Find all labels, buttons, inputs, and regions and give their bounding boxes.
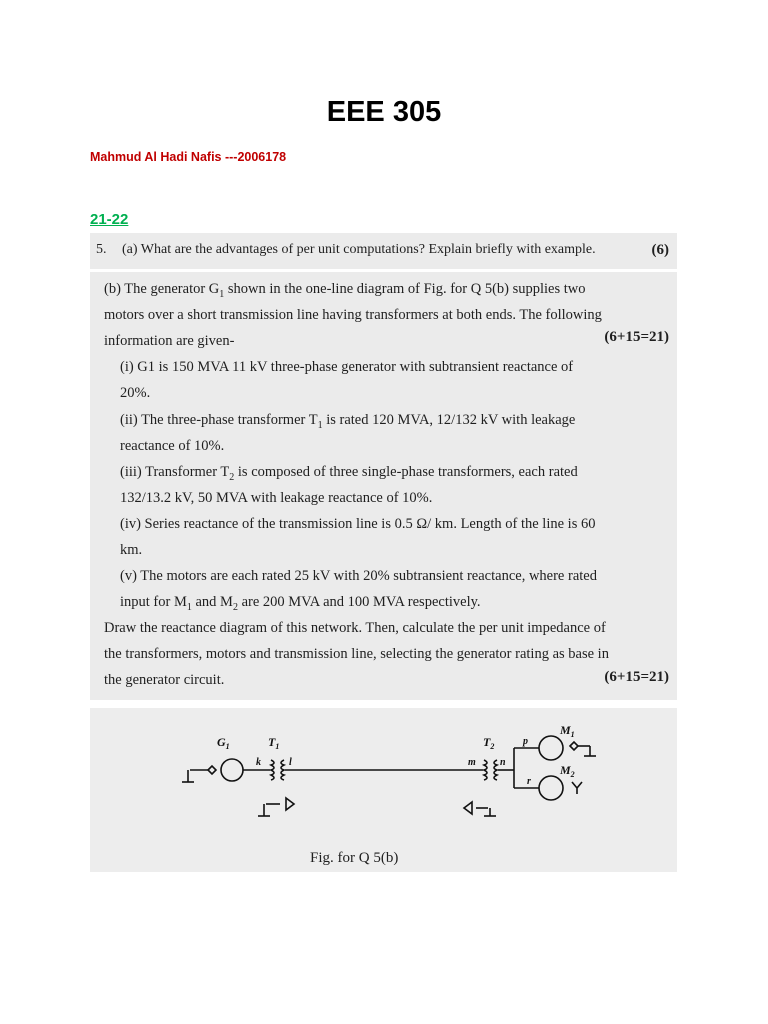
one-line-diagram (90, 708, 677, 872)
question-b-line3: information are given- (104, 333, 235, 349)
author-line: Mahmud Al Hadi Nafis ---2006178 (90, 150, 287, 164)
label-m2: $M_2$ (560, 763, 575, 779)
item-2-line1: (ii) The three-phase transformer $T_1$ is rated 120 MVA, 12/132 kV with leakage (120, 412, 576, 431)
generator-g1-symbol (221, 759, 243, 781)
t2-delta-symbol (464, 802, 472, 814)
item-5-line2: input for $M_1$ and $M_2$ are 200 MVA and 100 MVA respectively. (120, 594, 481, 613)
page-title: EEE 305 (326, 96, 442, 128)
draw-line1: Draw the reactance diagram of this network. Then, calculate the per unit impedance of (104, 620, 606, 636)
item-1-line1: (i) G1 is 150 MVA 11 kV three-phase generator with subtransient reactance of (120, 359, 574, 375)
motor-m1-symbol (539, 736, 563, 760)
question-b-line2: motors over a short transmission line having transformers at both ends. The following (104, 307, 602, 323)
question-b-marks-top: (6+15=21) (604, 329, 669, 345)
diagram-svg (90, 708, 677, 872)
label-l: l (289, 757, 292, 768)
question-number: 5. (96, 242, 107, 257)
question-b-line1: (b) The generator $G_1$ shown in the one-line diagram of Fig. for Q 5(b) supplies two (104, 281, 586, 300)
label-m1: $M_1$ (560, 723, 575, 739)
item-1-line2: 20%. (120, 385, 151, 401)
question-a-scan (90, 233, 677, 269)
label-n: n (500, 757, 506, 768)
motor-m2-symbol (539, 776, 563, 800)
item-5-line1: (v) The motors are each rated 25 kV with 20% subtransient reactance, where rated (120, 568, 597, 584)
item-3-line1: (iii) Transformer $T_2$ is composed of three single-phase transformers, each rated (120, 464, 578, 483)
question-a-text: (a) What are the advantages of per unit computations? Explain briefly with example. (122, 242, 596, 257)
motor-m2-y-symbol (572, 782, 582, 794)
item-4-line1: (iv) Series reactance of the transmission line is 0.5 Ω/ km. Length of the line is 60 (120, 516, 596, 532)
t1-secondary-coil (281, 760, 284, 780)
item-4-line2: km. (120, 542, 143, 558)
question-b-scan (90, 272, 677, 700)
label-r: r (527, 776, 531, 787)
t1-delta-symbol (286, 798, 294, 810)
exam-year: 21-22 (90, 211, 129, 228)
figure-caption: Fig. for Q 5(b) (310, 850, 399, 866)
item-3-line2: 132/13.2 kV, 50 MVA with leakage reactance of 10%. (120, 490, 433, 506)
motor-m1-y-symbol (570, 742, 578, 750)
label-t1: $T_1$ (268, 735, 280, 751)
draw-line2: the transformers, motors and transmission line, selecting the generator rating as base in (104, 646, 609, 662)
label-t2: $T_2$ (483, 735, 495, 751)
generator-y-symbol (208, 766, 216, 774)
label-m: m (468, 757, 476, 768)
t2-primary-coil (484, 760, 487, 780)
item-2-line2: reactance of 10%. (120, 438, 225, 454)
label-k: k (256, 757, 261, 768)
draw-line3: the generator circuit. (104, 672, 225, 688)
question-b-marks-bottom: (6+15=21) (604, 669, 669, 685)
label-g1: $G_1$ (217, 735, 230, 751)
question-a-marks: (6) (651, 242, 669, 258)
t2-secondary-coil (494, 760, 497, 780)
t1-primary-coil (271, 760, 274, 780)
label-p: p (523, 736, 528, 747)
